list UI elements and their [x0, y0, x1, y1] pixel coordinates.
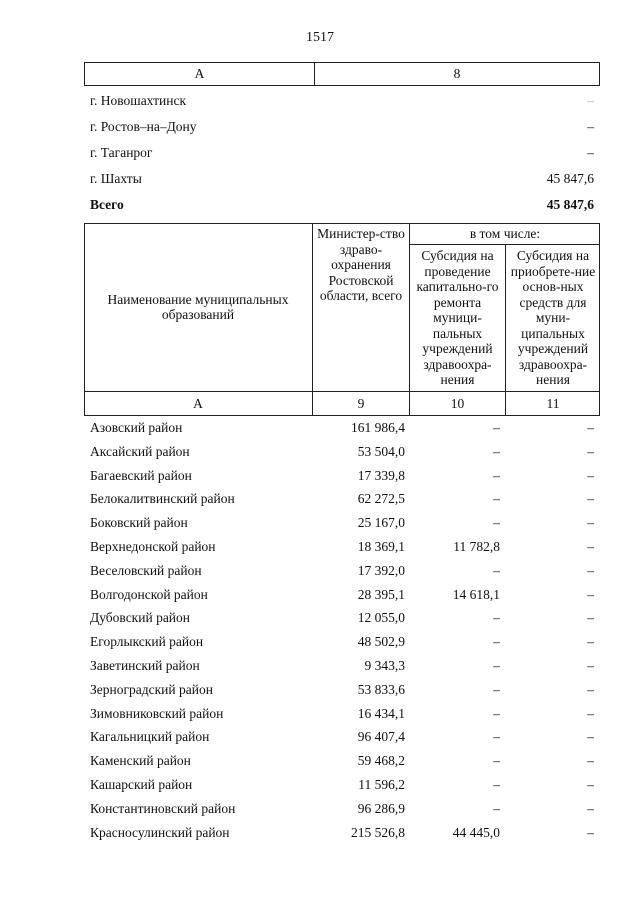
table-row [84, 535, 600, 559]
grid-line [409, 244, 600, 245]
cell-name: Зерноградский район [90, 681, 213, 697]
table-row [84, 797, 600, 821]
header-num-9: 9 [357, 396, 365, 412]
cell-c10: – [493, 800, 500, 816]
table-row [84, 464, 600, 488]
top-total-value: 45 847,6 [546, 197, 594, 212]
cell-c9: 11 596,2 [358, 776, 405, 792]
header-incl: в том числе: [469, 225, 541, 241]
cell-c10: – [493, 729, 500, 745]
table-row [84, 559, 600, 583]
cell-name: Багаевский район [90, 467, 192, 483]
cell-name: Аксайский район [90, 443, 190, 459]
table-row [84, 749, 600, 773]
table-row [84, 511, 600, 535]
cell-name: Зимовниковский район [90, 705, 224, 721]
cell-name: Веселовский район [90, 562, 202, 578]
cell-c10: – [493, 776, 500, 792]
top-row-name: г. Шахты [90, 171, 142, 186]
top-total-row [84, 192, 600, 218]
cell-name: Красносулинский район [90, 824, 230, 840]
header-num-10: 10 [450, 396, 465, 412]
top-row [84, 140, 600, 166]
cell-c9: 215 526,8 [351, 824, 405, 840]
cell-c10: – [493, 467, 500, 483]
cell-name: Каменский район [90, 753, 191, 769]
table-row [84, 678, 600, 702]
cell-c11: – [587, 729, 594, 745]
top-row-name: г. Таганрог [90, 145, 153, 160]
top-total-name: Всего [90, 197, 124, 212]
cell-c10: – [493, 515, 500, 531]
table-row [84, 702, 600, 726]
cell-c10: – [493, 634, 500, 650]
top-row-value: 45 847,6 [546, 171, 594, 186]
header-subsidy-assets: Субсидия на приобрете-ние основ-ных средств для муни-ципальных учреждений здравоохра-нения [510, 248, 596, 387]
cell-c11: – [587, 753, 594, 769]
cell-c11: – [587, 610, 594, 626]
cell-c9: 25 167,0 [357, 515, 405, 531]
table-row [84, 606, 600, 630]
top-header-col-8: 8 [453, 66, 461, 81]
cell-name: Верхнедонской район [90, 538, 216, 554]
top-table-body [84, 88, 600, 218]
cell-c10: – [493, 443, 500, 459]
table-row [84, 630, 600, 654]
page-number: 1517 [306, 30, 334, 45]
top-row [84, 166, 600, 192]
cell-c9: 96 407,4 [357, 729, 405, 745]
cell-name: Заветинский район [90, 657, 200, 673]
top-row-name: г. Новошахтинск [90, 93, 186, 108]
cell-c10: 44 445,0 [452, 824, 500, 840]
table-row [84, 440, 600, 464]
cell-name: Азовский район [90, 420, 183, 435]
cell-c9: 17 392,0 [357, 562, 405, 578]
cell-c9: 12 055,0 [357, 610, 405, 626]
main-table-body [84, 416, 600, 844]
top-row-value: – [587, 93, 594, 108]
cell-c9: 16 434,1 [357, 705, 405, 721]
top-table-header [84, 62, 600, 86]
cell-c9: 59 468,2 [357, 753, 405, 769]
cell-c9: 48 502,9 [357, 634, 405, 650]
cell-name: Кашарский район [90, 776, 193, 792]
cell-c11: – [587, 538, 594, 554]
main-table-header [84, 223, 600, 416]
cell-c10: – [493, 705, 500, 721]
cell-name: Константиновский район [90, 800, 236, 816]
cell-c10: – [493, 610, 500, 626]
table-row [84, 416, 600, 440]
cell-c10: 14 618,1 [452, 586, 500, 602]
cell-name: Боковский район [90, 515, 188, 531]
cell-c9: 18 369,1 [357, 538, 405, 554]
cell-c11: – [587, 562, 594, 578]
cell-c10: – [493, 753, 500, 769]
header-num-11: 11 [546, 396, 560, 412]
cell-c11: – [587, 491, 594, 507]
cell-c11: – [587, 824, 594, 840]
cell-c11: – [587, 443, 594, 459]
top-header-col-a: А [85, 63, 315, 85]
cell-c10: – [493, 420, 500, 435]
cell-c11: – [587, 657, 594, 673]
cell-c11: – [587, 586, 594, 602]
cell-name: Белокалитвинский район [90, 491, 235, 507]
cell-c10: 11 782,8 [453, 538, 500, 554]
cell-name: Кагальницкий район [90, 729, 210, 745]
header-name-col: Наименование муниципальных образований [107, 291, 289, 322]
cell-name: Дубовский район [90, 610, 191, 626]
cell-c11: – [587, 776, 594, 792]
table-row [84, 583, 600, 607]
cell-c9: 17 339,8 [357, 467, 405, 483]
table-row [84, 773, 600, 797]
table-row [84, 725, 600, 749]
cell-c10: – [493, 681, 500, 697]
cell-c11: – [587, 705, 594, 721]
cell-c10: – [493, 657, 500, 673]
cell-c9: 161 986,4 [351, 420, 405, 435]
header-ministry-col: Министер-ство здраво-охранения Ростовской области, всего [317, 226, 405, 303]
header-subsidy-repair: Субсидия на проведение капитально-го ремонта муници-пальных учреждений здравоохра-нения [416, 248, 499, 387]
top-row [84, 114, 600, 140]
top-row-value: – [587, 145, 594, 160]
cell-name: Волгодонской район [90, 586, 208, 602]
cell-c9: 53 504,0 [357, 443, 405, 459]
table-row [84, 821, 600, 845]
top-row-name: г. Ростов–на–Дону [90, 119, 197, 134]
top-row [84, 88, 600, 114]
table-row [84, 654, 600, 678]
cell-c9: 9 343,3 [364, 657, 405, 673]
cell-c10: – [493, 562, 500, 578]
cell-c11: – [587, 634, 594, 650]
cell-c11: – [587, 681, 594, 697]
cell-c11: – [587, 467, 594, 483]
cell-c9: 62 272,5 [357, 491, 405, 507]
cell-c11: – [587, 515, 594, 531]
cell-c11: – [587, 800, 594, 816]
cell-c9: 53 833,6 [357, 681, 405, 697]
header-num-a: А [193, 396, 203, 412]
cell-c10: – [493, 491, 500, 507]
cell-c11: – [587, 420, 594, 435]
cell-c9: 28 395,1 [357, 586, 405, 602]
top-row-value: – [587, 119, 594, 134]
cell-c9: 96 286,9 [357, 800, 405, 816]
cell-name: Егорлыкский район [90, 634, 204, 650]
table-row [84, 487, 600, 511]
